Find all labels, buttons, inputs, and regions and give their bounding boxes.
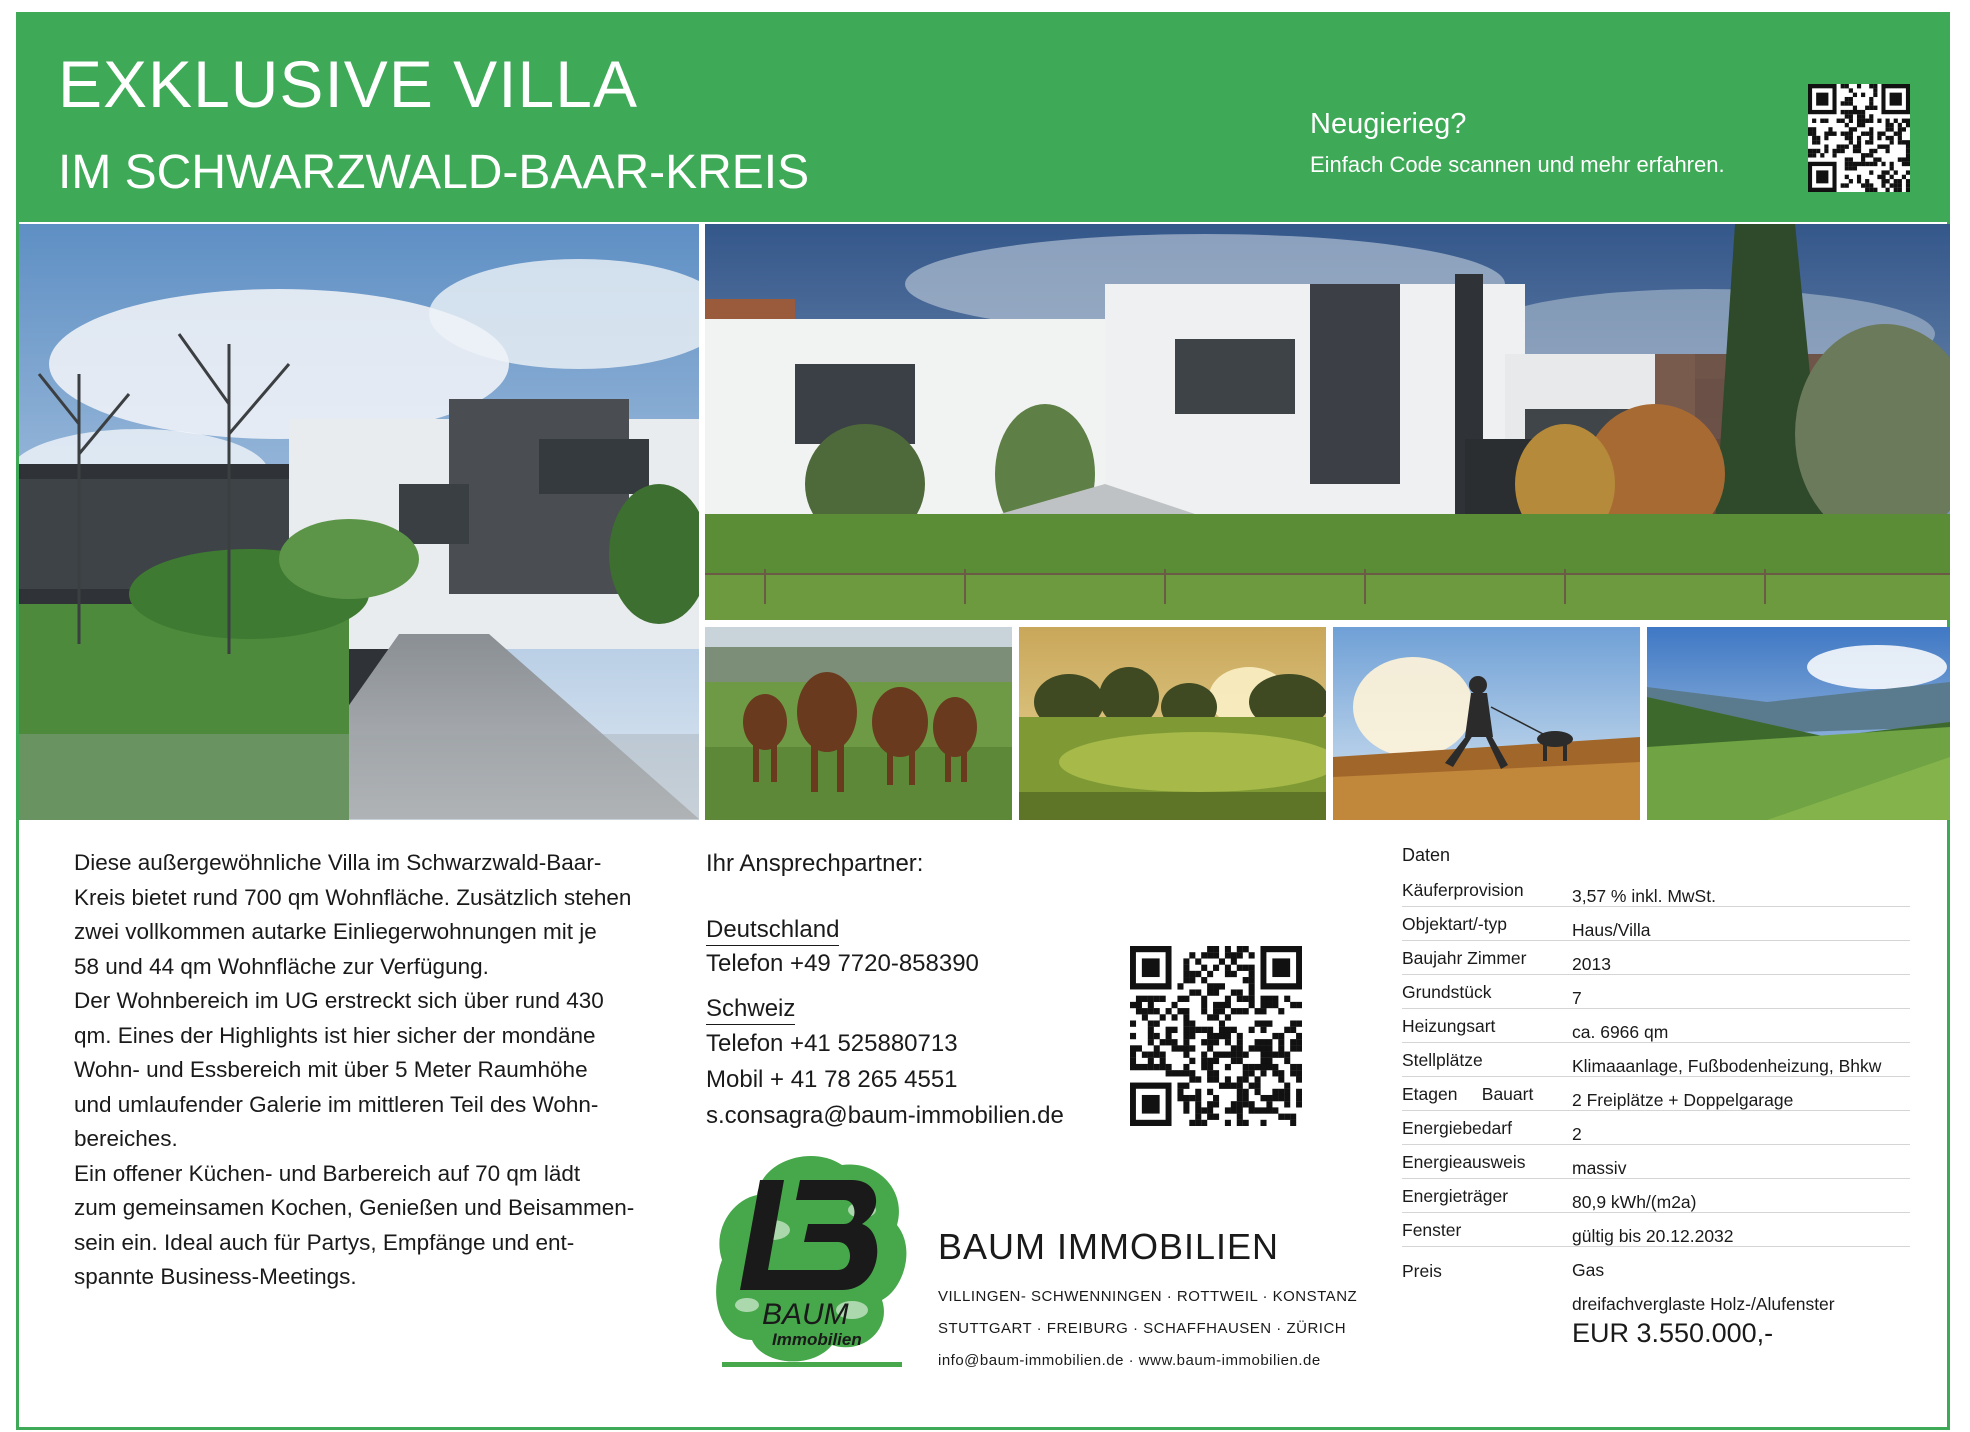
company-web-contact[interactable]: info@baum-immobilien.de · www.baum-immobilien.de — [938, 1352, 1321, 1369]
company-offices-1: VILLINGEN- SCHWENNINGEN · ROTTWEIL · KONSTANZ — [938, 1288, 1358, 1305]
data-divider — [1402, 940, 1910, 941]
data-value: 2013 — [1572, 954, 1611, 974]
data-value: 2 — [1572, 1124, 1582, 1144]
data-label: Heizungsart — [1402, 1016, 1496, 1036]
data-label: Preis — [1402, 1261, 1442, 1281]
data-divider — [1402, 1008, 1910, 1009]
data-value: ca. 6966 qm — [1572, 1022, 1669, 1042]
data-value: 7 — [1572, 988, 1582, 1008]
data-label: Energieträger — [1402, 1186, 1509, 1206]
page-title: EXKLUSIVE VILLA — [58, 47, 638, 121]
data-section-title: Daten — [1402, 845, 1451, 865]
data-label: Energiebedarf — [1402, 1118, 1512, 1138]
data-value: 3,57 % inkl. MwSt. — [1572, 886, 1716, 906]
qr-teaser: Neugierieg? — [1310, 108, 1467, 140]
data-value: Haus/Villa — [1572, 920, 1651, 940]
data-divider — [1402, 1178, 1910, 1179]
data-label: Objektart/-typ — [1402, 914, 1508, 934]
contact-germany-phone[interactable]: Telefon +49 7720-858390 — [706, 950, 979, 977]
contact-email[interactable]: s.consagra@baum-immobilien.de — [706, 1102, 1064, 1129]
photo-runner-dog — [1333, 627, 1640, 820]
header-qr-code[interactable] — [1808, 84, 1910, 192]
data-value: dreifachverglaste Holz-/Alufenster — [1572, 1294, 1835, 1314]
data-divider — [1402, 974, 1910, 975]
company-name: BAUM IMMOBILIEN — [938, 1226, 1280, 1267]
data-label: Etagen Bauart — [1402, 1084, 1534, 1104]
data-value: gültig bis 20.12.2032 — [1572, 1226, 1734, 1246]
data-divider — [1402, 1144, 1910, 1145]
contact-germany-label: Deutschland — [706, 916, 839, 946]
property-description: Diese außergewöhnliche Villa im Schwarzwald-Baar- Kreis bietet rund 700 qm Wohnfläche. Zusätzlich stehen zwei vollkommen autarke Einliegerwohnungen mit je 58 und 44 qm Wohnfläche zur Verfügung. Der Wohnbereich im UG erstreckt sich über rund 430 qm. Eines der Highlights ist hier sicher der mondäne Wohn- und Essbereich mit über 5 Meter Raumhöhe und umlaufender Galerie im mittleren Teil des Wohn- bereiches. Ein offener Küchen- und Barbereich auf 70 qm lädt zum gemeinsamen Kochen, Genießen und Beisammen- sein ein. Ideal auch für Partys, Empfänge und ent- spannte Business-Meetings. — [74, 850, 635, 1289]
photo-black-forest-hills — [1647, 627, 1950, 820]
data-label: Baujahr Zimmer — [1402, 948, 1527, 968]
company-logo — [702, 1140, 914, 1370]
data-label: Energieausweis — [1402, 1152, 1526, 1172]
page-subtitle: IM SCHWARZWALD-BAAR-KREIS — [58, 146, 810, 199]
qr-instruction: Einfach Code scannen und mehr erfahren. — [1310, 152, 1725, 177]
photo-villa-driveway — [19, 224, 699, 820]
data-value: Gas — [1572, 1260, 1605, 1280]
logo-subtext: Immobilien — [772, 1330, 862, 1349]
logo-text: BAUM — [762, 1298, 849, 1331]
data-value: 2 Freiplätze + Doppelgarage — [1572, 1090, 1794, 1110]
company-offices-2: STUTTGART · FREIBURG · SCHAFFHAUSEN · ZÜRICH — [938, 1320, 1347, 1337]
data-label: Grundstück — [1402, 982, 1492, 1002]
price: EUR 3.550.000,- — [1572, 1318, 1774, 1348]
data-value: Klimaaanlage, Fußbodenheizung, Bhkw — [1572, 1056, 1882, 1076]
data-value: 80,9 kWh/(m2a) — [1572, 1192, 1697, 1212]
photo-golf-course — [1019, 627, 1326, 820]
data-value: massiv — [1572, 1158, 1627, 1178]
contact-mobile[interactable]: Mobil + 41 78 265 4551 — [706, 1066, 958, 1093]
contact-switzerland-label: Schweiz — [706, 995, 795, 1025]
photo-villa-exterior — [705, 224, 1950, 620]
data-label: Fenster — [1402, 1220, 1462, 1240]
contact-switzerland-phone[interactable]: Telefon +41 525880713 — [706, 1030, 958, 1057]
data-label: Käuferprovision — [1402, 880, 1524, 900]
data-label: Stellplätze — [1402, 1050, 1483, 1070]
contact-heading: Ihr Ansprechpartner: — [706, 850, 924, 877]
contact-qr-code[interactable] — [1130, 946, 1302, 1126]
photo-horses — [705, 627, 1012, 820]
